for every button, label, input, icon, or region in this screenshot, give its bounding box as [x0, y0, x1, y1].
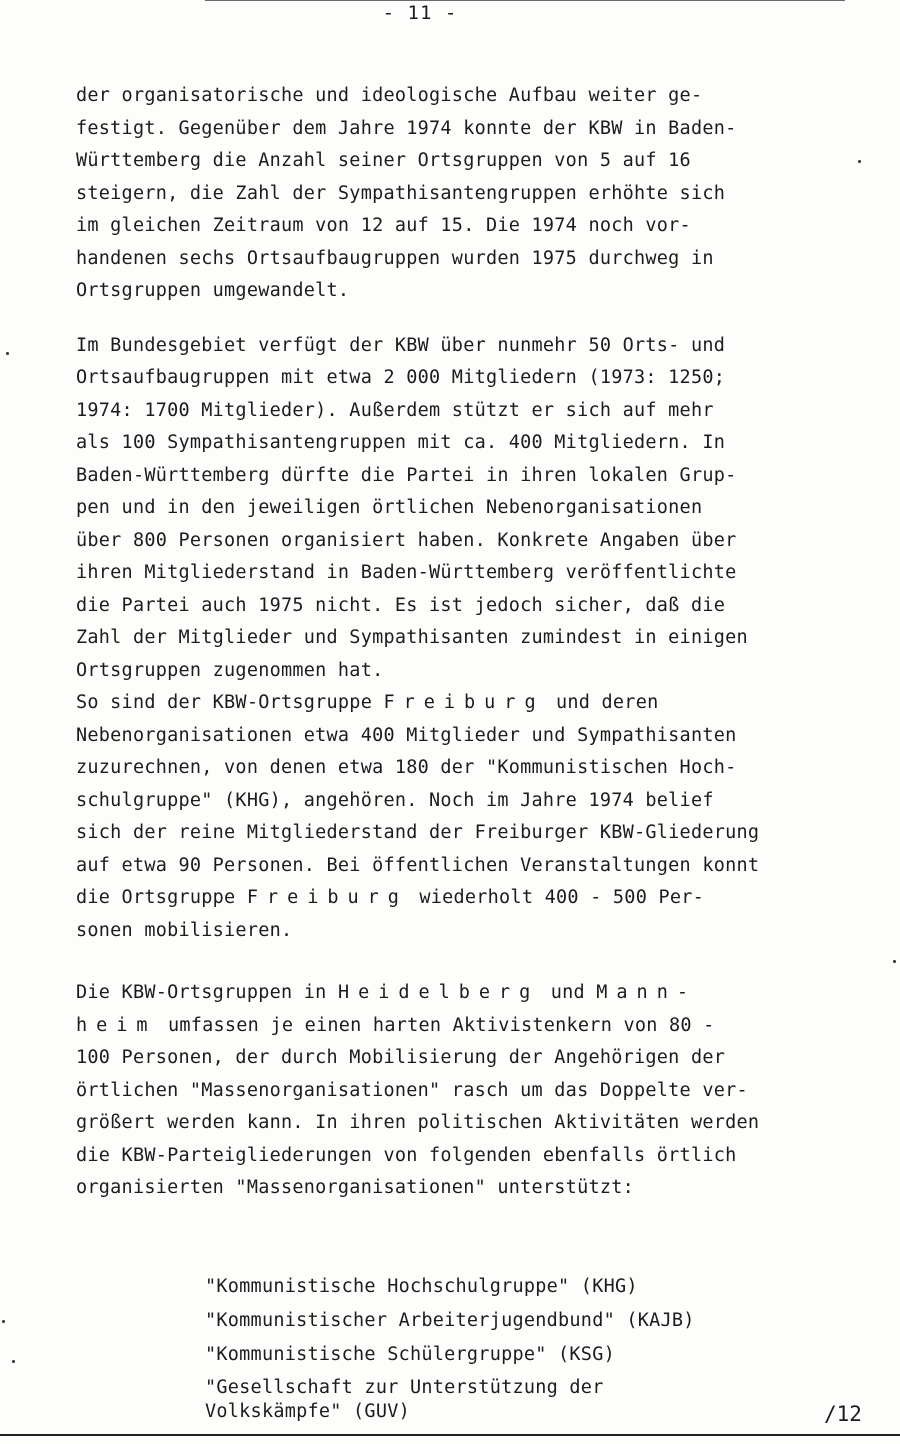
organization-list	[205, 1270, 845, 1424]
paragraph-4-text-c: umfassen je einen harten Aktivistenkern von 80 - 100 Personen, der durch Mobilisierung der Angehörigen der örtlichen "Massenorganisationen" rasch um das Doppelte ver- größert werden kann. In ihren politischen Aktivitäten werden die KBW-Parteigliederungen von folgenden ebenfalls örtlich organisierten "Massenorganisationen" unterstützt:	[76, 1014, 760, 1198]
city-freiburg: Freiburg	[383, 692, 545, 713]
city-mannheim-part2: heim	[76, 1014, 157, 1036]
paragraph-1: der organisatorische und ideologische Aufbau weiter ge- festigt. Gegenüber dem Jahre 1974 konnte der KBW in Baden- Württemberg die Anzahl seiner Ortsgruppen von 5 auf 16 steigern, die Zahl der Sympathisantengruppen erhöhte sich im gleichen Zeitraum von 12 auf 15. Die 1974 noch vor- handenen sechs Ortsaufbaugruppen wurden 1975 durchweg in Ortsgruppen umgewandelt.	[76, 85, 737, 301]
city-heidelberg: Heidelberg	[337, 982, 540, 1003]
bottom-rule	[0, 1434, 900, 1438]
city-mannheim-part1: Mann-	[596, 982, 697, 1003]
organization-item: "Gesellschaft zur Unterstützung der Volkskämpfe" (GUV)	[205, 1377, 604, 1422]
organization-item: "Kommunistische Hochschulgruppe" (KHG)	[205, 1276, 638, 1297]
paragraph-4	[76, 977, 886, 1205]
paragraph-2: Im Bundesgebiet verfügt der KBW über nunmehr 50 Orts- und Ortsaufbaugruppen mit etwa 2 000 Mitgliedern (1973: 1250; 1974: 1700 Mitglieder). Außerdem stützt er sich auf mehr als 100 Sympathisantengruppen mit ca. 400 Mitgliedern. In Baden-Württemberg dürfte die Partei in ihren lokalen Grup- pen und in den jeweiligen örtlichen Nebenorganisationen über 800 Personen organisiert haben. Konkrete Angaben über ihren Mitgliederstand in Baden-Württemberg veröffentlichte die Partei auch 1975 nicht. Es ist jedoch sicher, daß die Zahl der Mitglieder und Sympathisanten zumindest in einigen Ortsgruppen zugenommen hat.	[76, 334, 748, 681]
paragraph-3-text-c: wiederholt 400 - 500 Per- sonen mobilisieren.	[76, 887, 705, 941]
organization-item: "Kommunistischer Arbeiterjugendbund" (KAJB)	[205, 1310, 695, 1331]
scan-speck	[858, 160, 861, 163]
paragraph-3-text-a: So sind der KBW-Ortsgruppe	[76, 692, 384, 713]
organization-item: "Kommunistische Schülergruppe" (KSG)	[205, 1344, 615, 1365]
scan-speck	[12, 1360, 15, 1363]
paragraph-3	[76, 687, 886, 947]
scan-speck	[2, 1320, 5, 1323]
scan-speck	[893, 960, 896, 963]
paragraph-4-text-a: Die KBW-Ortsgruppen in	[76, 982, 338, 1003]
continuation-marker: /12	[824, 1402, 862, 1426]
paragraph-4-text-b: und	[539, 982, 597, 1003]
scan-speck	[6, 352, 9, 355]
city-freiburg-2: Freiburg	[246, 887, 408, 908]
paragraph-3-text-b: und deren Nebenorganisationen etwa 400 Mitglieder und Sympathisanten zuzurechnen, von denen etwa 180 der "Kommunistischen Hoch- schulgruppe" (KHG), angehören. Noch im Jahre 1974 belief sich der reine Mitgliederstand der Freiburger KBW-Gliederung auf etwa 90 Personen. Bei öffentlichen Veranstaltungen konnt die Ortsgruppe	[76, 692, 760, 908]
page-number: - 11 -	[382, 2, 458, 24]
body-text	[76, 80, 886, 1205]
